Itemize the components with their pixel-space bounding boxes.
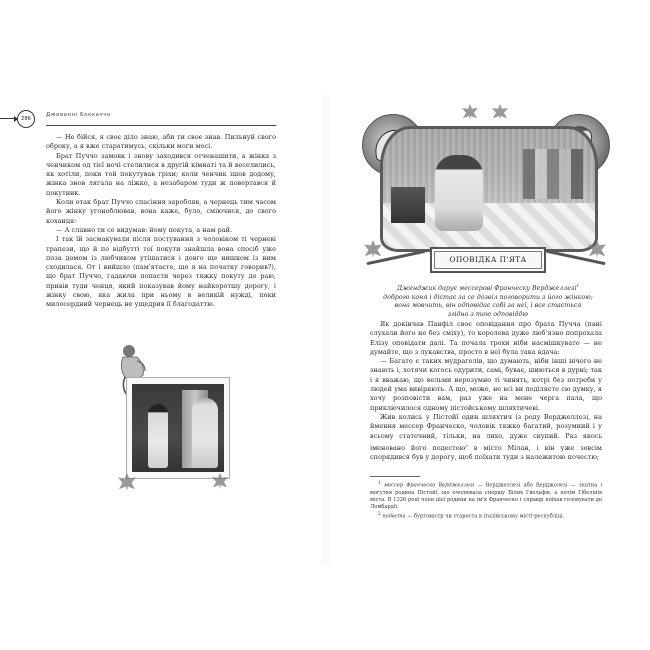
header-rule [46,125,276,126]
paragraph: — А славно ти се видумав: йому покута, а нам рай. [56,225,233,234]
running-head: Джованні Боккаччо [46,112,111,118]
woman-figure [148,404,168,468]
leaf-ornament-icon [462,104,478,120]
hall-scene [380,126,598,252]
leaf-ornament-icon [492,104,508,120]
right-body-text [370,320,602,463]
summary-line: вона мовчить, він одповідає собі за неї, і все стається [394,302,582,310]
story-title-banner [430,247,546,273]
page-number: 286 [17,110,35,128]
paragraph: Жив колись у Пістойї один шляхтич із роду Верджеллезі, на ймення мессер Франческо, чоловік тяжко багатий, розумний і у всьому статечний, тільки, на лихо, дуже скупий. Раз якось іменовано його подестою$^2$ в місто Мілан, і він уже зовсім спорядився був у дорогу, щоб поїхати туди з належитою почестю; [370,412,602,462]
left-body-text [46,133,276,310]
paragraph: Коли отак брат Пуччо спасіння заробляв, а чернець тим часом його жінку угоноблював, вона каже, було, сміючися, до свого коханця: [46,198,276,225]
story-title: ОПОВІДКА П'ЯТА [449,255,527,264]
paragraph: — Багато є таких мудрагелів, що думають, ніби інші нічого не знають і, хотячи когось одурити, самі, буває, шиються в дурні; так і я вважаю, що вельми нерозумно ті чинять, котрі без потреби у людей ума вивіряють. А що, може, не всі ви поділяєте сю думку, я хочу розповісти вам, раз уже на мене черга пала, що приключилося одному пістойському шляхтичеві. [370,357,602,412]
paragraph: Брат Пуччо замовк і знову заходився отченашити, а жінка з ченчиком од тієї ночі стелилися в другій кімнаті та й веселились, як хотіли, поки той покутував гріхи; коли ченчик ішов додому, жінка знов лягала на ліжко, а незабаром туди ж повертався й покутник. [46,151,276,197]
footnote-ref: 2 [465,442,468,448]
summary-line: Дженджик дарує мессерові Франческу Верджеллезі$^1$ [396,283,580,293]
background-figures [523,149,583,199]
man-figure [192,398,218,468]
paragraph: — Не бійся, я своє діло знаю, аби ти своє знав. Пильнуй свого оброку, а я вже старатимусь, скільки моги мосі. [46,133,276,151]
engraving-plate [126,377,230,479]
footnote-rule [370,476,420,477]
summary-line: згідно з тою одповіддю [447,310,529,318]
header-engraving [362,100,610,278]
seated-couple [435,155,483,231]
story-summary [364,282,612,319]
dark-interior [132,384,224,472]
chest [391,187,425,223]
footnote: $^1$ мессер Франческо Верджеллезі — Верджеллезі або Верджолезі — знатна і могутня родина Пістойї, що очолювала спершу Білих Гвельфів, а потім Гібелінів міста. В 1326 році член цієї родини на ім'я Франческо і справді поїхав головувати до Ломбардії. [370,481,602,510]
paragraph: І так їй засмакували після постування з чоловіком ті черневі трапези, що й по відбутті тої покути знайшла вона спосіб уже поза домом із любчиком утішатися і довго ще нишком із ним сходилася. От і вийшло (пам'ятаєте, що я на початку говорив?), що брат Пуччо, гадаючи попасти через тяжку покуту до раю, привів туди ченця, який показував йому найкоротшу дорогу, і жінку свою, яка жила при ньому в великій нужді, поки милосердний чернець не ущедрив її благодаттю. [46,235,276,309]
footnote: $^2$ подеста — бургомістр чи староста в італійському місті-республіці. [378,511,565,520]
footnotes [370,480,602,520]
doorway-engraving [90,335,235,495]
leaf-ornament-icon [364,240,382,258]
footnote-ref: 1 [576,283,580,288]
summary-line: доброго коня і дістає за се дозвіл поговорити з його жінкою; [383,293,593,301]
paragraph: Як докінчав Панфіл своє оповідання про брата Пучча (пані слухали його не без сміху), то королева дуже любʼязно попрохала Елізу оповідати далі. Та почала трохи ніби насмішкувато — не думайте, що з лукавства, просто в неї була така вдача: [370,320,602,356]
